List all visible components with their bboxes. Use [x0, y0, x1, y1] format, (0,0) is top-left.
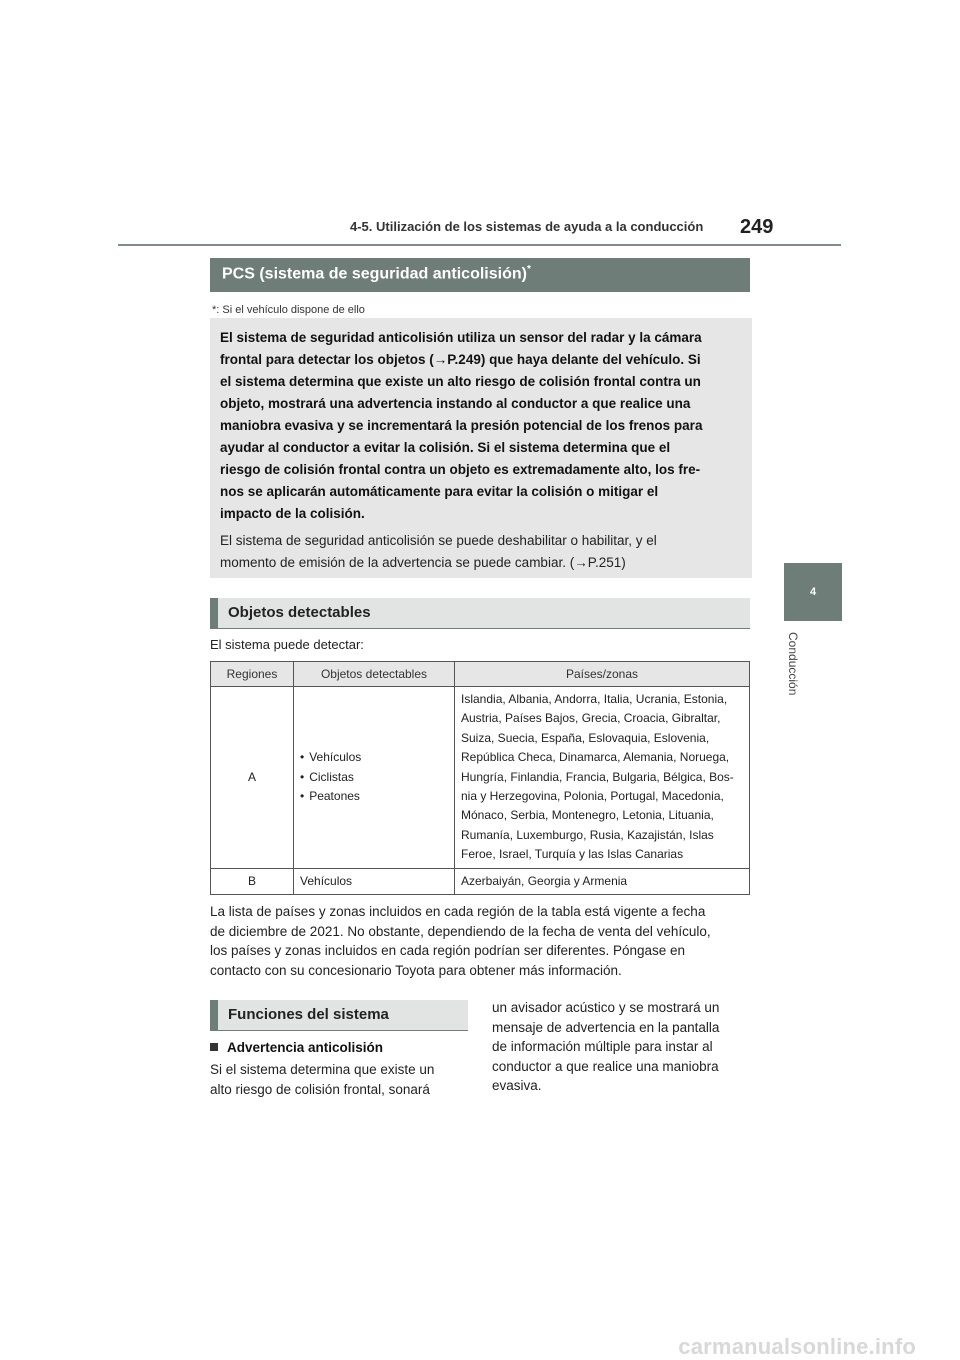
pcs-heading-text: PCS (sistema de seguridad anticolisión)	[222, 265, 527, 283]
object-item: • Ciclistas	[300, 768, 454, 788]
square-bullet-icon	[210, 1043, 218, 1051]
advertencia-text-col1	[210, 1060, 465, 1100]
table-header-row	[211, 662, 750, 687]
col-header-paises: Países/zonas	[455, 662, 750, 687]
col-header-objetos: Objetos detectables	[294, 662, 455, 687]
col2-line: evasiva.	[492, 1078, 542, 1093]
note-line: los países y zonas incluidos en cada región podrían ser diferentes. Póngase en	[210, 943, 686, 958]
table-row	[211, 687, 750, 869]
countries-cell: Azerbaiyán, Georgia y Armenia	[455, 868, 750, 894]
col2-line: un avisador acústico y se mostrará un	[492, 1000, 720, 1015]
countries-line: Rumanía, Luxemburgo, Rusia, Kazajistán, Islas	[461, 827, 714, 842]
countries-line: Suiza, Suecia, España, Eslovaquia, Eslovenia,	[461, 730, 710, 745]
col1-line: alto riesgo de colisión frontal, sonará	[210, 1082, 430, 1097]
section-title: 4-5. Utilización de los sistemas de ayuda a la conducción	[350, 219, 704, 234]
pcs-normal-line: momento de emisión de la advertencia se puede cambiar. (→P.251)	[220, 555, 626, 570]
pcs-heading-mark: *	[526, 264, 531, 275]
pcs-bold-line: riesgo de colisión frontal contra un objeto es extremadamente alto, los fre-	[220, 462, 701, 477]
countries-line: Mónaco, Serbia, Montenegro, Letonia, Lituania,	[461, 808, 714, 823]
countries-line: Feroe, Israel, Turquía y las Islas Canarias	[461, 847, 684, 862]
objetos-heading: Objetos detectables	[210, 598, 750, 629]
pcs-settings-note	[220, 530, 740, 574]
note-line: La lista de países y zonas incluidos en cada región de la tabla está vigente a fecha	[210, 904, 706, 919]
advertencia-text-col2	[492, 998, 750, 1096]
countries-line: Austria, Países Bajos, Grecia, Croacia, Gibraltar,	[461, 711, 721, 726]
objects-cell	[294, 687, 455, 869]
pcs-summary	[220, 327, 740, 525]
pcs-info-box	[210, 318, 752, 578]
region-cell: B	[211, 868, 294, 894]
objetos-intro: El sistema puede detectar:	[210, 637, 364, 652]
chapter-number: 4	[809, 586, 817, 598]
pcs-bold-line: ayudar al conductor a evitar la colisión. Si el sistema determina que el	[220, 440, 671, 455]
advertencia-subheading	[210, 1040, 383, 1055]
pcs-normal-line: El sistema de seguridad anticolisión se puede deshabilitar o habilitar, y el	[220, 533, 657, 548]
col1-line: Si el sistema determina que existe un	[210, 1062, 435, 1077]
col2-line: conductor a que realice una maniobra	[492, 1058, 719, 1074]
pcs-bold-line: nos se aplicarán automáticamente para evitar la colisión o mitigar el	[220, 484, 659, 499]
pcs-bold-line: el sistema determina que existe un alto riesgo de colisión frontal contra un	[220, 374, 701, 389]
chapter-label	[786, 632, 806, 712]
countries-line: República Checa, Dinamarca, Alemania, Noruega,	[461, 750, 730, 765]
header-divider	[118, 244, 841, 246]
pcs-bold-line: objeto, mostrará una advertencia instando al conductor a que realice una	[220, 396, 691, 411]
countries-cell	[455, 687, 750, 869]
note-line: contacto con su concesionario Toyota para obtener más información.	[210, 962, 622, 978]
funciones-heading: Funciones del sistema	[210, 1000, 468, 1031]
col-header-regiones: Regiones	[211, 662, 294, 687]
pcs-heading	[210, 258, 750, 292]
pcs-bold-line: frontal para detectar los objetos (→P.249) que haya delante del vehículo. Si	[220, 352, 701, 367]
pcs-footnote: *: Si el vehículo dispone de ello	[212, 304, 365, 316]
col2-line: mensaje de advertencia en la pantalla	[492, 1019, 720, 1035]
region-cell: A	[211, 687, 294, 869]
object-item: • Vehículos	[300, 748, 454, 768]
note-line: de diciembre de 2021. No obstante, dependiendo de la fecha de venta del vehículo,	[210, 923, 711, 939]
detectable-objects-table	[210, 661, 750, 895]
object-item: • Peatones	[300, 787, 454, 807]
watermark-text: carmanualsonline.info	[678, 1334, 916, 1359]
advertencia-subheading-text: Advertencia anticolisión	[227, 1040, 384, 1055]
table-validity-note	[210, 902, 750, 980]
chapter-label-text: Conducción	[786, 632, 800, 696]
countries-line: nia y Herzegovina, Polonia, Portugal, Macedonia,	[461, 789, 724, 804]
objects-cell: Vehículos	[294, 868, 455, 894]
countries-line: Islandia, Albania, Andorra, Italia, Ucrania, Estonia,	[461, 692, 728, 706]
table-row	[211, 868, 750, 894]
page-number: 249	[740, 216, 774, 238]
pcs-bold-line: impacto de la colisión.	[220, 506, 365, 521]
chapter-tab[interactable]	[784, 563, 842, 621]
col2-line: de información múltiple para instar al	[492, 1039, 713, 1054]
watermark-strip	[0, 1334, 960, 1358]
countries-line: Hungría, Finlandia, Francia, Bulgaria, Bélgica, Bos-	[461, 769, 734, 784]
pcs-bold-line: El sistema de seguridad anticolisión utiliza un sensor del radar y la cámara	[220, 330, 702, 345]
pcs-bold-line: maniobra evasiva y se incrementará la presión potencial de los frenos para	[220, 418, 703, 433]
